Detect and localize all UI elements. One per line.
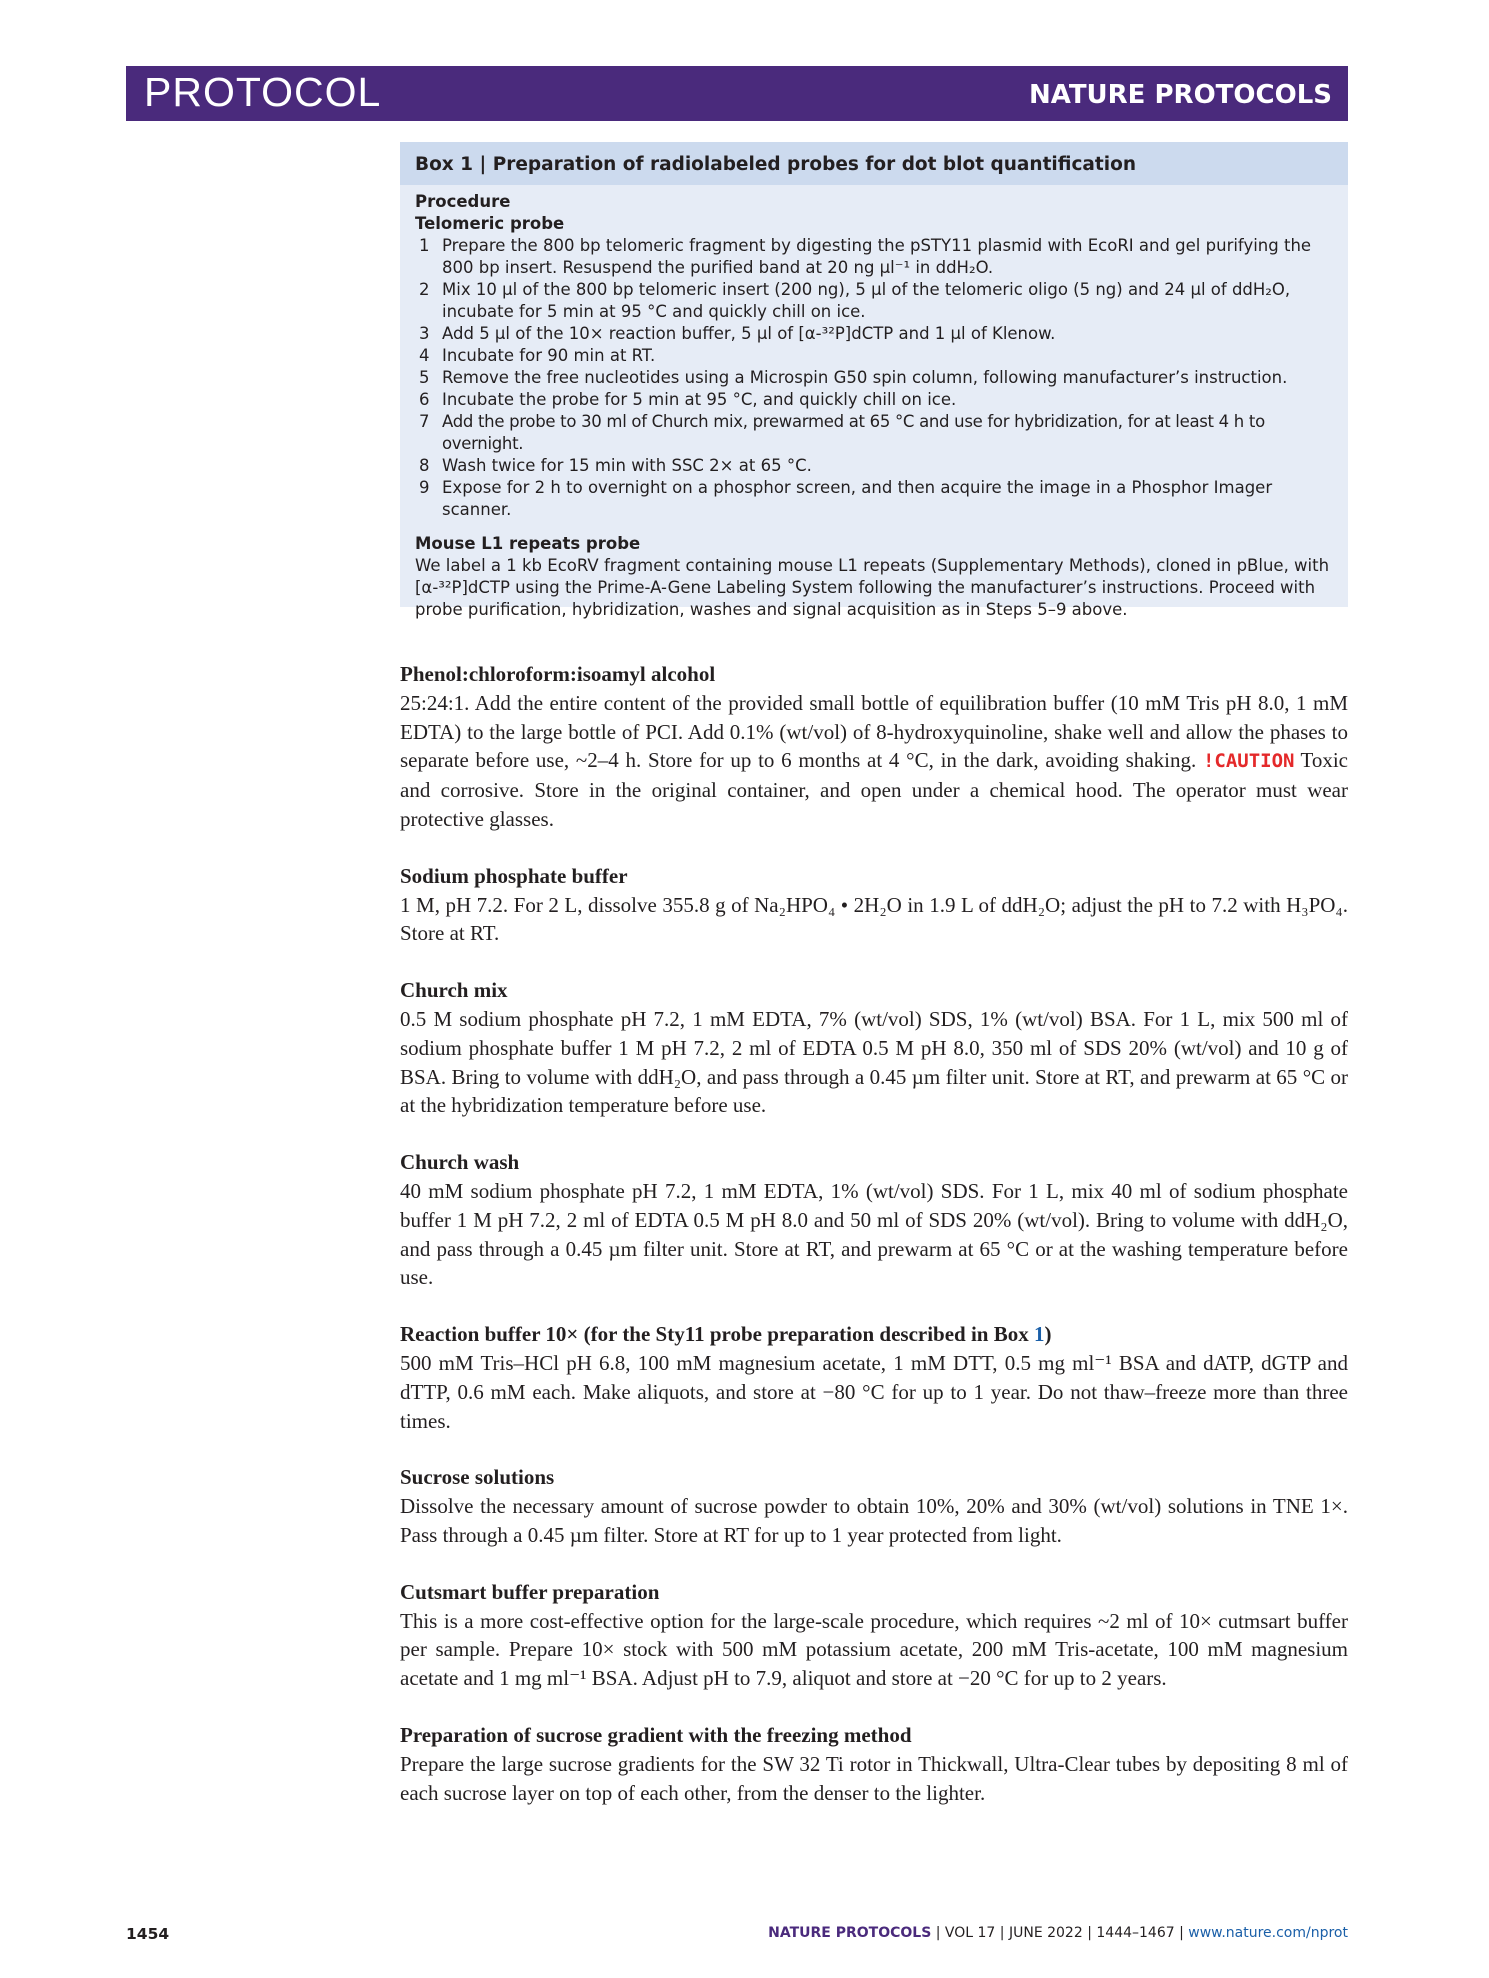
section-text: 25:24:1. Add the entire content of the provided small bottle of equilibration buffer (10 mM Tris pH 8.0, 1 mM EDTA) to the large bottle of PCI. Add 0.1% (wt/vol) of 8-hydroxyquinoline, shake well and allow the phases to separate before use, ~2–4 h. Store for up to 6 months at 4 °C, in the dark, avoiding shaking.	[400, 690, 1348, 773]
section-church-wash	[400, 1148, 1348, 1292]
section-heading: Sodium phosphate buffer	[400, 863, 628, 888]
box-1	[400, 142, 1348, 619]
step-number: 8	[419, 456, 430, 475]
step-text: Prepare the 800 bp telomeric fragment by digesting the pSTY11 plasmid with EcoRI and gel purifying the 800 bp insert. Resuspend the purified band at 20 ng µl⁻¹ in ddH₂O.	[442, 236, 1312, 277]
step-number: 2	[419, 280, 430, 299]
footer-url-link[interactable]: www.nature.com/nprot	[1188, 1925, 1348, 1941]
step-item	[415, 455, 1333, 477]
step-item	[415, 389, 1333, 411]
procedure-heading: Procedure	[415, 192, 511, 211]
section-heading: Church mix	[400, 978, 508, 1003]
section-body: 500 mM Tris–HCl pH 6.8, 100 mM magnesium acetate, 1 mM DTT, 0.5 mg ml⁻¹ BSA and dATP, dGTP and dTTP, 0.6 mM each. Make aliquots, and store at −80 °C for up to 1 year. Do not thaw–freeze more than three times.	[400, 1350, 1348, 1433]
header-section-label: PROTOCOL	[144, 69, 382, 115]
box-1-link[interactable]: 1	[1034, 1322, 1045, 1347]
footer-citation	[768, 1925, 1348, 1941]
section-body: This is a more cost-effective option for the large-scale procedure, which requires ~2 ml of 10× cutmsart buffer per sample. Prepare 10× stock with 500 mM potassium acetate, 200 mM Tris-acetate, 100 mM magnesium acetate and 1 mg ml⁻¹ BSA. Adjust pH to 7.9, aliquot and store at −20 °C for up to 2 years.	[400, 1608, 1348, 1691]
step-item	[415, 411, 1333, 455]
step-number: 4	[419, 346, 430, 365]
section-church-mix	[400, 976, 1348, 1120]
section-body	[400, 689, 1348, 834]
section-heading: Cutsmart buffer preparation	[400, 1579, 660, 1604]
header-banner	[126, 66, 1348, 121]
step-item	[415, 279, 1333, 323]
step-text: Remove the free nucleotides using a Microspin G50 spin column, following manufacturer’s instruction.	[442, 368, 1288, 387]
footer-separator: |	[1179, 1925, 1184, 1941]
section-sodium-phosphate	[400, 862, 1348, 948]
section-pci	[400, 660, 1348, 834]
heading-text: Reaction buffer 10× (for the Sty11 probe preparation described in Box	[400, 1322, 1034, 1347]
step-item	[415, 235, 1333, 279]
step-number: 5	[419, 368, 430, 387]
step-item	[415, 477, 1333, 521]
step-text: Add 5 µl of the 10× reaction buffer, 5 µl of [α-³²P]dCTP and 1 µl of Klenow.	[442, 324, 1056, 343]
mouse-l1-heading: Mouse L1 repeats probe	[415, 534, 641, 553]
footer-separator: |	[999, 1925, 1005, 1941]
footer-pages: 1444–1467	[1096, 1925, 1175, 1941]
header-journal-name: NATURE PROTOCOLS	[1028, 80, 1332, 110]
footer-volume: VOL 17	[944, 1925, 996, 1941]
section-body: 40 mM sodium phosphate pH 7.2, 1 mM EDTA, 1% (wt/vol) SDS. For 1 L, mix 40 ml of sodium phosphate buffer 1 M pH 7.2, 2 ml of EDTA 0.5 M pH 8.0 and 50 ml of SDS 20% (wt/vol). Bring to volume with ddH₂O, and pass through a 0.45 µm filter unit. Store at RT, and prewarm at 65 °C or at the washing temperature before use.	[400, 1178, 1348, 1290]
main-text	[400, 660, 1348, 1835]
caution-text: Toxic and corrosive. Store in the original container, and open under a chemical hood. The operator must wear protective glasses.	[400, 748, 1349, 831]
section-body: Dissolve the necessary amount of sucrose powder to obtain 10%, 20% and 30% (wt/vol) solutions in TNE 1×. Pass through a 0.45 µm filter. Store at RT for up to 1 year protected from light.	[400, 1494, 1348, 1547]
step-number: 7	[419, 412, 430, 431]
box-title: Box 1 | Preparation of radiolabeled probes for dot blot quantification	[400, 142, 1348, 185]
section-body: 1 M, pH 7.2. For 2 L, dissolve 355.8 g of Na₂HPO₄ • 2H₂O in 1.9 L of ddH₂O; adjust the pH to 7.2 with H₃PO₄. Store at RT.	[400, 892, 1348, 946]
step-number: 9	[419, 478, 430, 497]
section-body: 0.5 M sodium phosphate pH 7.2, 1 mM EDTA, 7% (wt/vol) SDS, 1% (wt/vol) BSA. For 1 L, mix 500 ml of sodium phosphate buffer 1 M pH 7.2, 2 ml of EDTA 0.5 M pH 8.0, 350 ml of SDS 20% (wt/vol) and 10 g of BSA. Bring to volume with ddH₂O, and pass through a 0.45 µm filter unit. Store at RT, and prewarm at 65 °C or at the hybridization temperature before use.	[400, 1006, 1348, 1118]
page-number: 1454	[126, 1925, 170, 1943]
section-cutsmart-buffer	[400, 1578, 1348, 1693]
section-sucrose-gradient	[400, 1721, 1348, 1807]
section-body: Prepare the large sucrose gradients for the SW 32 Ti rotor in Thickwall, Ultra-Clear tubes by depositing 8 ml of each sucrose layer on top of each other, from the denser to the lighter.	[400, 1751, 1348, 1805]
section-heading: Phenol:chloroform:isoamyl alcohol	[400, 662, 716, 686]
step-text: Mix 10 µl of the 800 bp telomeric insert (200 ng), 5 µl of the telomeric oligo (5 ng) and 24 µl of ddH₂O, incubate for 5 min at 95 °C and quickly chill on ice.	[442, 280, 1291, 321]
footer-journal: NATURE PROTOCOLS	[768, 1925, 932, 1941]
section-heading: Preparation of sucrose gradient with the freezing method	[400, 1722, 912, 1747]
step-number: 1	[419, 236, 430, 255]
box-content	[415, 191, 1333, 621]
step-text: Expose for 2 h to overnight on a phosphor screen, and then acquire the image in a Phosphor Imager scanner.	[442, 478, 1273, 519]
step-number: 3	[419, 324, 430, 343]
step-item	[415, 367, 1333, 389]
step-item	[415, 323, 1333, 345]
footer-separator: |	[1087, 1925, 1092, 1941]
telomeric-probe-heading: Telomeric probe	[415, 214, 565, 233]
section-heading	[400, 1320, 1348, 1349]
section-heading: Church wash	[400, 1150, 520, 1175]
caution-label: !CAUTION	[1202, 750, 1295, 773]
step-text: Incubate the probe for 5 min at 95 °C, and quickly chill on ice.	[442, 390, 957, 409]
footer-separator: |	[935, 1925, 941, 1941]
telomeric-steps-list	[415, 235, 1333, 521]
step-text: Wash twice for 15 min with SSC 2× at 65 °C.	[442, 456, 812, 475]
footer-date: JUNE 2022	[1008, 1925, 1083, 1941]
step-number: 6	[419, 390, 430, 409]
step-text: Add the probe to 30 ml of Church mix, prewarmed at 65 °C and use for hybridization, for at least 4 h to overnight.	[442, 412, 1265, 453]
section-heading: Sucrose solutions	[400, 1465, 555, 1490]
heading-end: )	[1044, 1322, 1052, 1347]
step-text: Incubate for 90 min at RT.	[442, 346, 656, 365]
section-reaction-buffer	[400, 1320, 1348, 1435]
section-sucrose-solutions	[400, 1463, 1348, 1549]
mouse-l1-text: We label a 1 kb EcoRV fragment containing mouse L1 repeats (Supplementary Methods), cloned in pBlue, with [α-³²P]dCTP using the Prime-A-Gene Labeling System following the manufacturer’s instructions. Proceed with probe purification, hybridization, washes and signal acquisition as in Steps 5–9 above.	[415, 556, 1330, 619]
step-item	[415, 345, 1333, 367]
